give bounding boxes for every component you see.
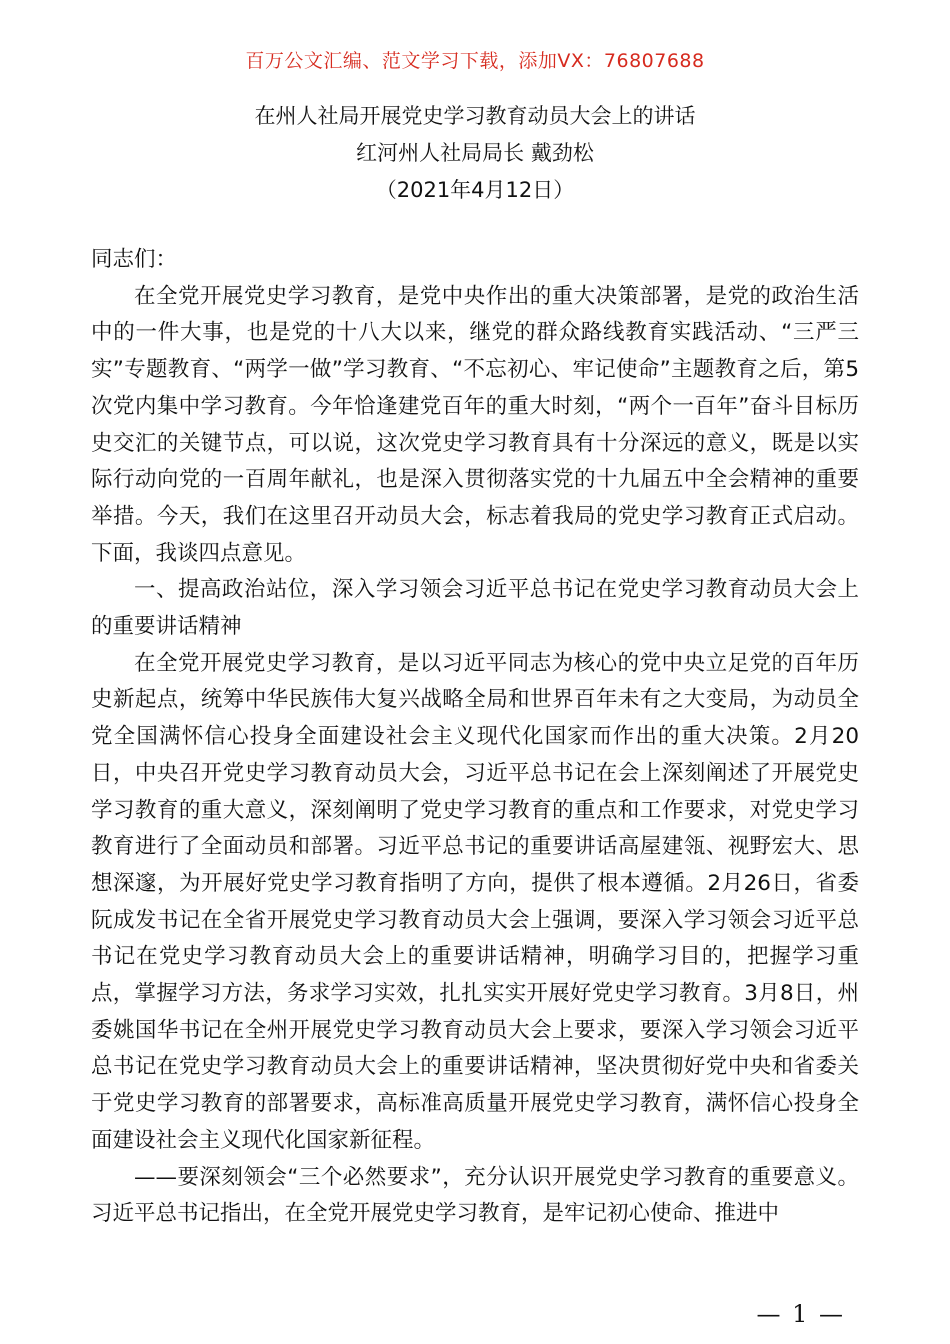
page-number: — 1 — xyxy=(756,1300,845,1328)
paragraph-section-1: 在全党开展党史学习教育，是以习近平同志为核心的党中央立足党的百年历史新起点，统筹中华民族伟大复兴战略全局和世界百年未有之大变局，为动员全党全国满怀信心投身全面建设社会主义现代化国家而作出的重大决策。2月20日，中央召开党史学习教育动员大会，习近平总书记在会上深刻阐述了开展党史学习教育的重大意义，深刻阐明了党史学习教育的重点和工作要求，对党史学习教育进行了全面动员和部署。习近平总书记的重要讲话高屋建瓴、视野宏大、思想深邃，为开展好党史学习教育指明了方向，提供了根本遵循。2月26日，省委阮成发书记在全省开展党史学习教育动员大会上强调，要深入学习领会习近平总书记在党史学习教育动员大会上的重要讲话精神，明确学习目的，把握学习重点，掌握学习方法，务求学习实效，扎扎实实开展好党史学习教育。3月8日，州委姚国华书记在全州开展党史学习教育动员大会上要求，要深入学习领会习近平总书记在党史学习教育动员大会上的重要讲话精神，坚决贯彻好党中央和省委关于党史学习教育的部署要求，高标准高质量开展党史学习教育，满怀信心投身全面建设社会主义现代化国家新征程。 xyxy=(91,650,859,1153)
document-author: 红河州人社局局长 戴劲松 xyxy=(356,141,594,165)
paragraph-intro: 在全党开展党史学习教育，是党中央作出的重大决策部署，是党的政治生活中的一件大事，也是党的十八大以来，继党的群众路线教育实践活动、“三严三实”专题教育、“两学一做”学习教育、“不忘初心、牢记使命”主题教育之后，第5次党内集中学习教育。今年恰逢建党百年的重大时刻，“两个一百年”奋斗目标历史交汇的关键节点，可以说，这次党史学习教育具有十分深远的意义，既是以实际行动向党的一百周年献礼，也是深入贯彻落实党的十九届五中全会精神的重要举措。今天，我们在这里召开动员大会，标志着我局的党史学习教育正式启动。下面，我谈四点意见。 xyxy=(91,283,859,566)
section-heading-1: 一、提高政治站位，深入学习领会习近平总书记在党史学习教育动员大会上的重要讲话精神 xyxy=(91,577,859,640)
document-body xyxy=(91,242,859,1233)
document-title: 在州人社局开展党史学习教育动员大会上的讲话 xyxy=(254,104,696,128)
paragraph-subpoint-1: ——要深刻领会“三个必然要求”，充分认识开展党史学习教育的重要意义。习近平总书记指出，在全党开展党史学习教育，是牢记初心使命、推进中 xyxy=(91,1164,859,1227)
promo-banner: 百万公文汇编、范文学习下载，添加VX：76807688 xyxy=(245,50,705,72)
document-header xyxy=(0,98,950,209)
salutation: 同志们： xyxy=(91,247,178,272)
document-date: （2021年4月12日） xyxy=(375,178,575,202)
